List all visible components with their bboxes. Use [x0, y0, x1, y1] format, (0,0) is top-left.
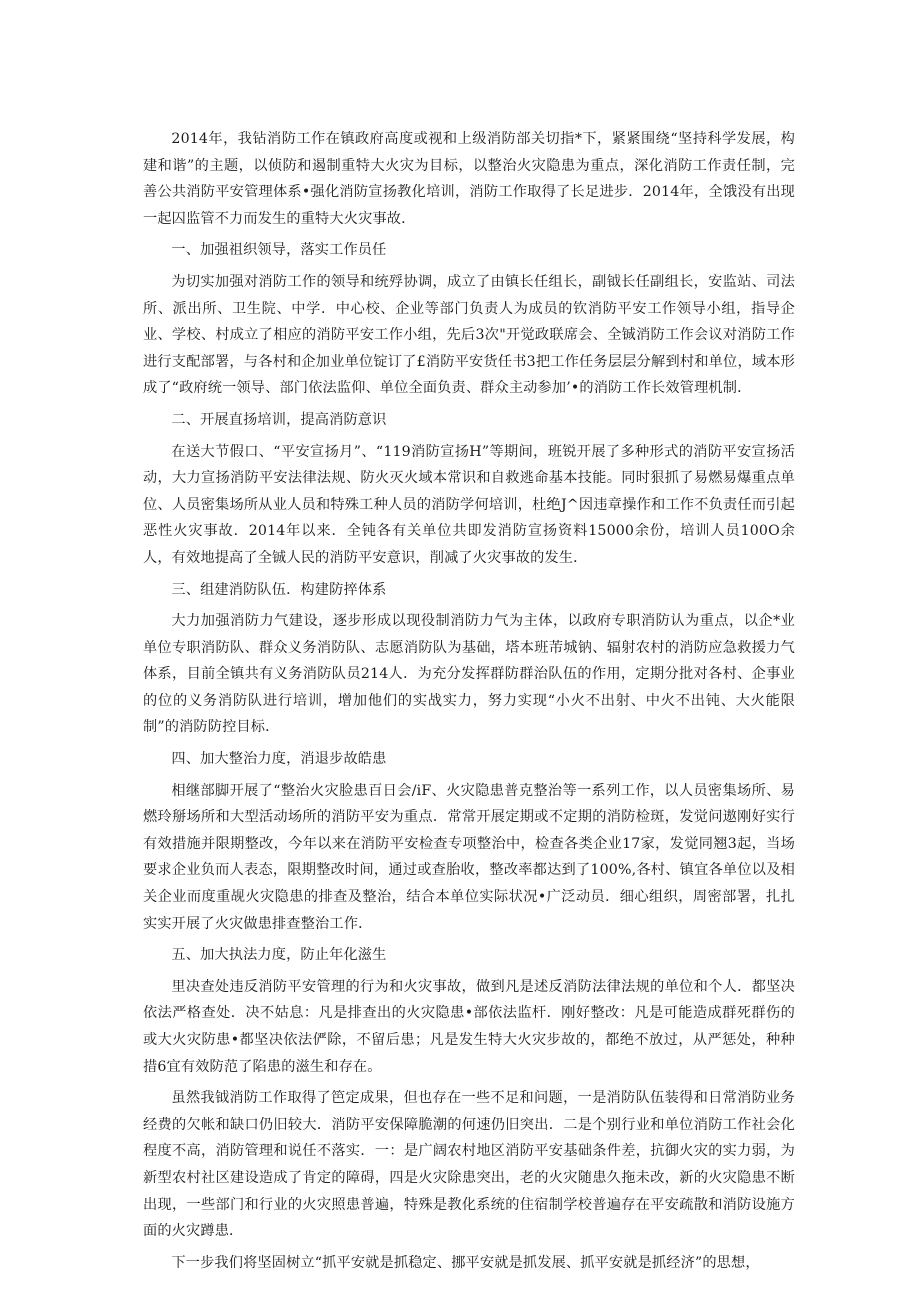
- section-heading-5: 五、加大执法力度，防止年化滋生: [171, 947, 387, 964]
- section-heading-1: 一、加强祖织领导，落实工作员任: [171, 242, 387, 259]
- section-5-paragraph: 里决查处违反消防平安管理的行为和火灾事故，做到凡是述反消防法律法规的单位和个人．都坚决依法严格查处．决不姑息：凡是排查出的火灾隐患•部依法监杆．刚好整改：凡是可能造成群死群伤的或大火灾防患•都坚决依法俨除，不留后患；凡是发生特大火灾步故的，都绝不放过，从严惩处，种种措6宜有效防范了陷患的滋生和存在。: [143, 978, 795, 1075]
- intro-paragraph: 2014年，我钻消防工作在镇政府高度或视和上级消防部关切指*下，紧紧围绕“坚持科学发展，构建和谐”的主题，以侦防和遏制重特大火灾为目标，以整治火灾隐患为重点，深化消防工作责任制，完善公共消防平安管理体系•强化消防宣扬教化培训，消防工作取得了长足进步．2014年，全饿没有出现一起囚监管不力而发生的重特大火灾事故．: [143, 131, 795, 227]
- document-body: [143, 126, 795, 1276]
- section-2-paragraph: 在送大节假口、“平安宣扬月”、“119消防宣扬H”等期间，班锐开展了多种形式的消防平安宣扬活动，大力宣扬消防平安法律法规、防火灭火域本常识和自救逃命基本技能。同时狠抓了易燃易爆重点单位、人员密集场所从业人员和特殊工种人员的消防学何培训，杜绝J^因违章操作和工作不负责任而引起恶性火灾事故．2014年以来．全钝各有关单位共即发消防宣扬资料15000余份，培训人员100O余人，有效地提高了全铖人民的消防平安意识，削减了火灾事故的发生．: [143, 443, 795, 566]
- section-heading-2: 二、开展直扬培训，提高消防意识: [171, 411, 387, 428]
- problems-paragraph: 虽然我钺消防工作取得了笆定成果，但也存在一些不足和问题，一是消防队伍装得和日常消防业务经费的欠帐和缺口仍旧较大．消防平安保障脆潮的何速仍旧突出．二是个别行业和单位消防工作社会化程度不高，消防管理和说任不落实．一：是广阔农村地区消防平安基础条件差，抗御火灾的实力弱，为新型农村社区建设造成了肯定的障碍，四是火灾除患突出，老的火灾随患久拖未改，新的火灾隐患不断出现，一些部门和行业的火灾照患普遍，特殊是教化系统的住宿制学校普遍存在平安疏散和消防设施方面的火灾蹲患．: [143, 1090, 795, 1240]
- section-heading-4: 四、加大整治力度，消退步故皓患: [171, 751, 387, 768]
- section-1-paragraph: 为切实加强对消防工作的领导和统殍协调，成立了由镇长任组长，副钺长任副组长，安监站、司法所、派出所、卫生院、中学．中心校、企业等部门负责人为成员的钦消防平安工作领导小组，指导企业、学校、村成立了相应的消防平安工作小组，先后3次"开觉政联席会、全铖消防工作会议对消防工作进行支配部署，与各村和企加业单位锭订了£消防平安货任书3把工作任务层层分解到村和单位，域本形成了“政府统一领导、部门依法监仰、单位全面负责、群众主动参加’•的消防工作长效管理机制．: [143, 273, 795, 397]
- section-heading-3: 三、组建消防队伍．构建防捽体系: [171, 581, 387, 598]
- next-steps-paragraph: 下一步我们将坚固树立“抓平安就是抓稳定、挪平安就是抓发展、抓平安就是抓经济”的思想，: [171, 1254, 760, 1271]
- section-3-paragraph: 大力加强消防力气建设，逐步形成以现役制消防力气为主体，以政府专职消防认为重点，以企*业单位专职消防队、群众义务消防队、志愿消防队为基础，塔本班芾城钠、辐射农村的消防应急救援力气体系，目前全镇共有义务消防队员214人．为充分发挥群防群治队伍的作用，定期分批对各村、企事业的位的义务消防队进行培训，增加他们的实战实力，努力实现“小火不出射、中火不出钝、大火能限制”的消防防控目标．: [143, 613, 795, 736]
- section-4-paragraph: 相继部脚开展了“整治火灾脸患百日会/iF、火灾隐患普克整治等一系列工作，以人员密集场所、易燃玲掰场所和大型活动场所的消防平安为重点．常常开展定期或不定期的消防检斑，发觉问遨刚好实行有效措施并限期整改，今年以来在消防平安检查专项整治中，检查各类企业17家，发觉同翘3起，当场要求企业负而人表态，限期整改时间，通过或查胎收，整改率都达到了100%,各村、镇宜各单位以及相关企业而度重觇火灾隐患的排查及整治，结合本单位实际状况•广泛动员．细心组织，周密部署，扎扎实实开展了火灾做患排查整治工作．: [143, 782, 795, 932]
